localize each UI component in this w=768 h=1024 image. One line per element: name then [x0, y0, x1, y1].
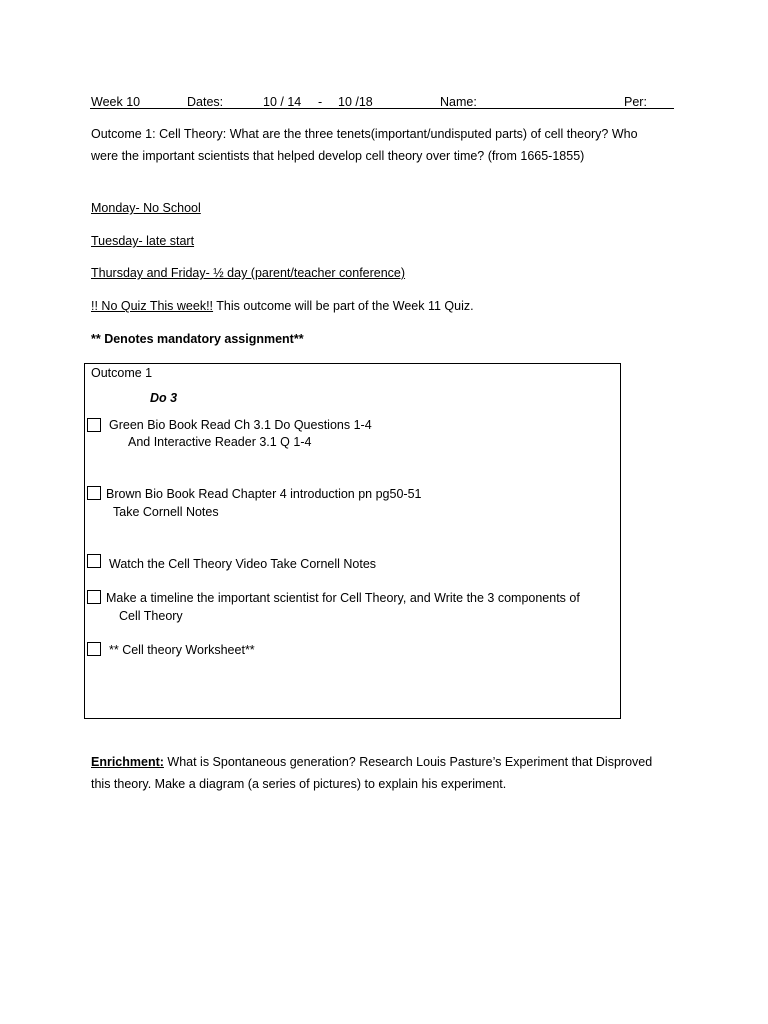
- dates-label: Dates:: [187, 95, 224, 109]
- assignment-box-title: Outcome 1: [91, 366, 153, 380]
- header-underline: [90, 108, 674, 109]
- assignment-item-5-line-1: ** Cell theory Worksheet**: [109, 643, 255, 657]
- outcome-intro-line-2: were the important scientists that helped develop cell theory over time? (from 1665-1855): [91, 149, 585, 163]
- week-label: Week 10: [91, 95, 141, 109]
- quiz-label: !! No Quiz This week!!: [91, 299, 214, 313]
- enrichment-label: Enrichment:: [91, 755, 164, 769]
- enrichment: [91, 751, 691, 795]
- schedule-tuesday: Tuesday- late start: [91, 234, 195, 248]
- assignment-item-2-line-1: Brown Bio Book Read Chapter 4 introduction pn pg50-51: [106, 487, 422, 501]
- outcome-intro-line-1: Outcome 1: Cell Theory: What are the three tenets(important/undisputed parts) of cell theory? Who: [91, 127, 638, 141]
- enrichment-text-1: What is Spontaneous generation? Research Louis Pasture’s Experiment that Disproved: [163, 755, 653, 769]
- checkbox-item-4[interactable]: [87, 590, 101, 604]
- assignment-item-3-line-1: Watch the Cell Theory Video Take Cornell Notes: [109, 557, 377, 571]
- assignment-item-1-line-2: And Interactive Reader 3.1 Q 1-4: [128, 435, 312, 449]
- assignment-item-1-line-1: Green Bio Book Read Ch 3.1 Do Questions 1-4: [109, 418, 372, 432]
- quiz-notice: [91, 298, 474, 314]
- schedule-thursday-friday: Thursday and Friday- ½ day (parent/teacher conference): [91, 266, 406, 280]
- period-label: Per:: [624, 95, 647, 109]
- date-end: 10 /18: [338, 95, 373, 109]
- enrichment-line-2: this theory. Make a diagram (a series of pictures) to explain his experiment.: [91, 777, 507, 791]
- checkbox-item-5[interactable]: [87, 642, 101, 656]
- checkbox-item-2[interactable]: [87, 486, 101, 500]
- assignment-item-2-line-2: Take Cornell Notes: [113, 505, 219, 519]
- mandatory-note: ** Denotes mandatory assignment**: [91, 332, 304, 346]
- schedule-monday: Monday- No School: [91, 201, 201, 215]
- do-count: Do 3: [150, 391, 178, 405]
- assignment-item-4-line-1: Make a timeline the important scientist for Cell Theory, and Write the 3 components of: [106, 591, 580, 605]
- date-dash: -: [318, 95, 323, 109]
- name-label: Name:: [440, 95, 477, 109]
- assignment-item-4-line-2: Cell Theory: [119, 609, 183, 623]
- outcome-intro: [91, 123, 681, 167]
- checkbox-item-1[interactable]: [87, 418, 101, 432]
- checkbox-item-3[interactable]: [87, 554, 101, 568]
- enrichment-line-1: [91, 751, 691, 773]
- quiz-note: This outcome will be part of the Week 11 Quiz.: [213, 299, 474, 313]
- date-start: 10 / 14: [263, 95, 302, 109]
